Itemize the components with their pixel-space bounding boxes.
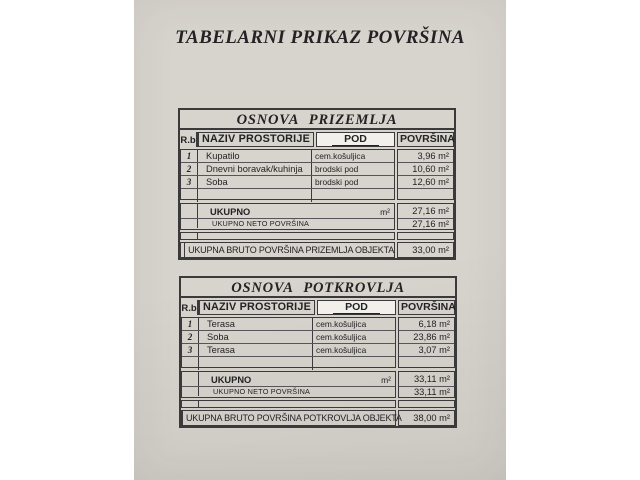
- table-title: OSNOVA POTKROVLJA: [181, 278, 455, 298]
- room-name: Kupatilo: [198, 150, 312, 162]
- rb-spacer-cell: [181, 233, 198, 239]
- col-header-pod-label: POD: [333, 301, 380, 314]
- row-number: 3: [181, 176, 198, 188]
- area-value: 12,60 m²: [398, 176, 453, 189]
- neto-row: [182, 387, 395, 396]
- floor-type: brodski pod: [315, 164, 359, 174]
- room-name: Soba: [199, 331, 313, 343]
- col-header-rb: R.b: [181, 300, 199, 315]
- col-header-pod-label: POD: [332, 133, 379, 146]
- col-header-povrsina: POVRŠINA: [398, 300, 455, 315]
- room-name: [199, 357, 313, 370]
- bruto-row: [180, 242, 395, 258]
- floor-type: [312, 189, 394, 202]
- col-header-rb: R.b: [180, 132, 198, 147]
- area-value-empty: [399, 357, 454, 370]
- table-row-empty: [181, 189, 394, 202]
- room-name: Soba: [198, 176, 312, 188]
- blank-row-value: [398, 400, 455, 408]
- totals-values-block: [397, 203, 454, 230]
- document-title: TABELARNI PRIKAZ POVRŠINA: [175, 27, 465, 48]
- row-number: 3: [182, 344, 199, 356]
- ukupno-label-cell: [198, 204, 394, 218]
- table-osnova-prizemlja: [178, 108, 456, 260]
- scanned-document-photo: [134, 0, 506, 480]
- blank-row: [181, 400, 396, 408]
- row-number: [182, 357, 199, 370]
- totals-values-block: [398, 371, 455, 398]
- totals-block: [180, 203, 395, 230]
- table-row-empty: [182, 357, 395, 370]
- ukupno-label: UKUPNO: [211, 375, 252, 385]
- table-osnova-potkrovlja: [179, 276, 457, 428]
- rb-spacer-cell: [181, 204, 198, 218]
- table-body: [180, 149, 395, 200]
- bruto-label: UKUPNA BRUTO POVRŠINA PRIZEMLJA OBJEKTA: [188, 245, 394, 255]
- row-number: 2: [181, 163, 198, 175]
- col-header-naziv: NAZIV PROSTORIJE: [199, 300, 315, 315]
- blank-row: [180, 232, 395, 240]
- room-name: Terasa: [199, 318, 313, 330]
- totals-block: [181, 371, 396, 398]
- row-number: 1: [182, 318, 199, 330]
- area-value: 3,96 m²: [398, 150, 453, 163]
- bruto-value: 38,00 m²: [398, 410, 455, 426]
- neto-label: UKUPNO NETO POVRŠINA: [212, 219, 310, 228]
- area-value: 10,60 m²: [398, 163, 453, 176]
- blank-row-value: [397, 232, 454, 240]
- row-number: 2: [182, 331, 199, 343]
- floor-type: cem.košuljica: [316, 332, 367, 342]
- table-row: [181, 150, 394, 163]
- ukupno-row: [182, 372, 395, 387]
- ukupno-value: 33,11 m²: [399, 372, 454, 387]
- col-header-pod: [317, 300, 396, 315]
- room-name: Dnevni boravak/kuhinja: [198, 163, 312, 175]
- table-row: [182, 318, 395, 331]
- table-title: OSNOVA PRIZEMLJA: [180, 110, 454, 130]
- floor-type: cem.košuljica: [316, 345, 367, 355]
- area-value: 23,86 m²: [399, 331, 454, 344]
- rb-spacer-cell: [181, 219, 198, 228]
- table-values-column: [398, 317, 455, 368]
- neto-row: [181, 219, 394, 228]
- ukupno-unit: m²: [380, 207, 390, 217]
- col-header-povrsina: POVRŠINA: [397, 132, 454, 147]
- table-row: [181, 163, 394, 176]
- row-number: 1: [181, 150, 198, 162]
- area-value: 3,07 m²: [399, 344, 454, 357]
- floor-type: brodski pod: [315, 177, 359, 187]
- neto-label: UKUPNO NETO POVRŠINA: [213, 387, 311, 396]
- ukupno-unit: m²: [381, 375, 391, 385]
- neto-value: 27,16 m²: [412, 219, 449, 229]
- bruto-value: 33,00 m²: [397, 242, 454, 258]
- table-values-column: [397, 149, 454, 200]
- rb-spacer-cell: [182, 387, 199, 396]
- room-name: Terasa: [199, 344, 313, 356]
- floor-type: [313, 357, 395, 370]
- floor-type: cem.košuljica: [316, 319, 367, 329]
- table-row: [182, 331, 395, 344]
- room-name: [198, 189, 312, 202]
- col-header-naziv: NAZIV PROSTORIJE: [198, 132, 314, 147]
- rb-spacer-cell: [182, 401, 199, 407]
- ukupno-row: [181, 204, 394, 219]
- ukupno-value: 27,16 m²: [398, 204, 453, 219]
- rb-spacer-cell: [182, 372, 199, 386]
- area-value-empty: [398, 189, 453, 202]
- row-number: [181, 189, 198, 202]
- bruto-row: [181, 410, 402, 426]
- table-body: [181, 317, 396, 368]
- table-row: [181, 176, 394, 189]
- area-value: 6,18 m²: [399, 318, 454, 331]
- ukupno-label-cell: [199, 372, 395, 386]
- ukupno-label: UKUPNO: [210, 207, 251, 217]
- neto-value: 33,11 m²: [414, 387, 450, 397]
- floor-type: cem.košuljica: [315, 151, 366, 161]
- table-row: [182, 344, 395, 357]
- bruto-label: UKUPNA BRUTO POVRŠINA POTKROVLJA OBJEKTA: [186, 413, 402, 423]
- col-header-pod: [316, 132, 395, 147]
